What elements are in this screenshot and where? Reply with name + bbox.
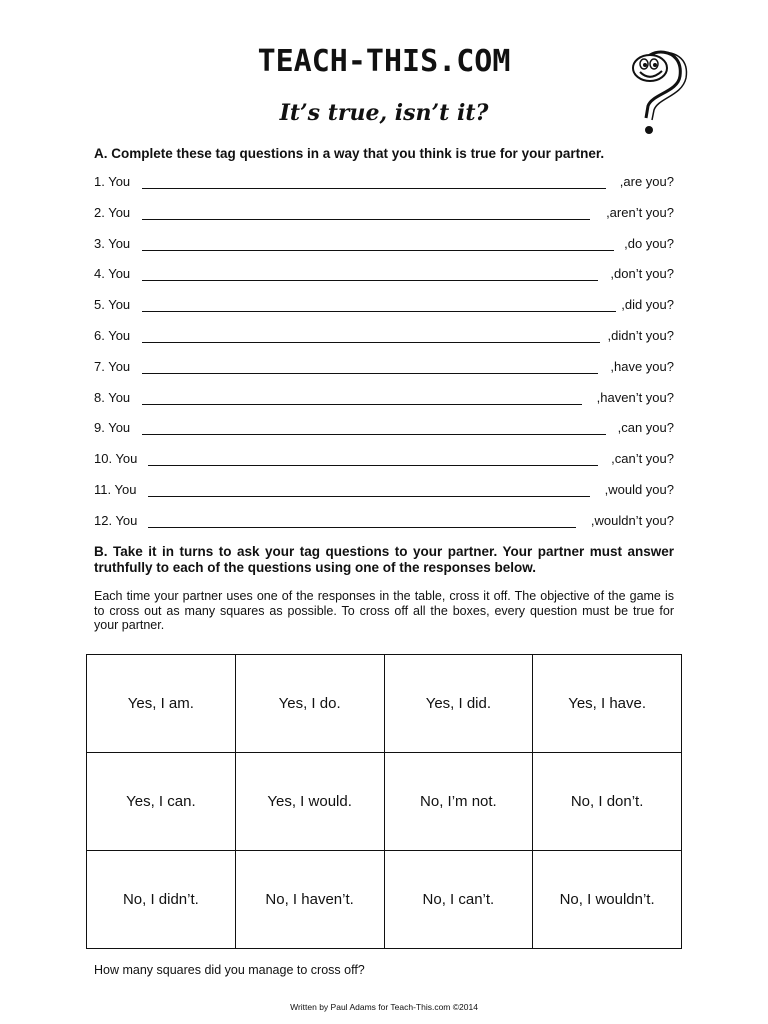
- response-cell[interactable]: No, I can’t.: [384, 851, 533, 949]
- tag-question-row: [94, 174, 674, 205]
- answer-blank-line[interactable]: [142, 434, 606, 435]
- tag-question-row: [94, 297, 674, 328]
- tag-ending: ,have you?: [610, 358, 674, 374]
- answer-blank-line[interactable]: [142, 280, 598, 281]
- tag-question-row: [94, 420, 674, 451]
- question-number: 12. You: [94, 512, 138, 528]
- answer-blank-line[interactable]: [142, 188, 606, 189]
- question-number: 1. You: [94, 174, 131, 189]
- tag-ending: ,didn’t you?: [607, 327, 674, 343]
- response-cell[interactable]: No, I’m not.: [384, 753, 533, 851]
- smiley-question-mark-icon: [612, 44, 692, 136]
- answer-blank-line[interactable]: [142, 250, 614, 251]
- response-cell[interactable]: Yes, I would.: [235, 753, 384, 851]
- question-number: 3. You: [94, 235, 131, 251]
- answer-blank-line[interactable]: [148, 527, 576, 528]
- tag-ending: ,aren’t you?: [606, 204, 674, 220]
- answer-blank-line[interactable]: [142, 404, 582, 405]
- tag-question-row: [94, 513, 674, 544]
- section-a-heading: A. Complete these tag questions in a way that you think is true for your partner.: [94, 146, 605, 161]
- question-number: 2. You: [94, 204, 131, 220]
- tag-ending: ,can’t you?: [611, 451, 674, 467]
- tag-ending: ,wouldn’t you?: [590, 512, 674, 528]
- page-title: TEACH-THIS.COM: [257, 44, 511, 79]
- answer-blank-line[interactable]: [142, 311, 616, 312]
- response-cell[interactable]: Yes, I do.: [235, 655, 384, 753]
- response-cell[interactable]: No, I wouldn’t.: [533, 851, 682, 949]
- answer-blank-line[interactable]: [142, 219, 590, 220]
- tag-question-row: [94, 359, 674, 390]
- question-number: 7. You: [94, 358, 131, 374]
- tag-question-row: [94, 328, 674, 359]
- response-cell[interactable]: No, I didn’t.: [87, 851, 236, 949]
- response-cell[interactable]: Yes, I have.: [533, 655, 682, 753]
- question-number: 6. You: [94, 327, 131, 343]
- tag-ending: ,can you?: [617, 420, 674, 436]
- tag-question-row: [94, 205, 674, 236]
- answer-blank-line[interactable]: [142, 373, 598, 374]
- response-cell[interactable]: No, I don’t.: [533, 753, 682, 851]
- author-credit: Written by Paul Adams for Teach-This.com ©2014: [290, 1002, 478, 1012]
- response-grid: [86, 654, 682, 949]
- response-cell[interactable]: No, I haven’t.: [235, 851, 384, 949]
- follow-up-question: How many squares did you manage to cross off?: [94, 963, 365, 977]
- answer-blank-line[interactable]: [148, 465, 598, 466]
- tag-question-row: [94, 236, 674, 267]
- response-row: [87, 851, 682, 949]
- tag-question-list: [94, 174, 674, 544]
- response-cell[interactable]: Yes, I can.: [87, 753, 236, 851]
- answer-blank-line[interactable]: [148, 496, 590, 497]
- question-number: 5. You: [94, 297, 131, 313]
- section-b-heading: B. Take it in turns to ask your tag questions to your partner. Your partner must answer truthfully to each of the questions using one of the responses below.: [94, 544, 674, 575]
- response-cell[interactable]: Yes, I did.: [384, 655, 533, 753]
- tag-ending: ,would you?: [604, 481, 674, 497]
- response-row: [87, 655, 682, 753]
- tag-question-row: [94, 451, 674, 482]
- question-number: 11. You: [94, 481, 137, 497]
- tag-ending: ,do you?: [624, 235, 674, 251]
- response-cell[interactable]: Yes, I am.: [87, 655, 236, 753]
- question-number: 9. You: [94, 420, 131, 436]
- tag-ending: ,are you?: [619, 174, 674, 189]
- question-number: 8. You: [94, 389, 131, 405]
- question-number: 4. You: [94, 266, 131, 282]
- tag-question-row: [94, 390, 674, 421]
- tag-question-row: [94, 482, 674, 513]
- section-b-instructions: Each time your partner uses one of the responses in the table, cross it off. The objective of the game is to cross out as many squares as possible. To cross off all the boxes, every question must be true for your partner.: [94, 589, 674, 632]
- tag-ending: ,don’t you?: [610, 266, 674, 282]
- tag-question-row: [94, 266, 674, 297]
- question-number: 10. You: [94, 451, 138, 467]
- tag-ending: ,did you?: [621, 297, 674, 313]
- worksheet-subtitle: It’s true, isn’t it?: [279, 100, 489, 126]
- response-row: [87, 753, 682, 851]
- tag-ending: ,haven’t you?: [596, 389, 674, 405]
- answer-blank-line[interactable]: [142, 342, 600, 343]
